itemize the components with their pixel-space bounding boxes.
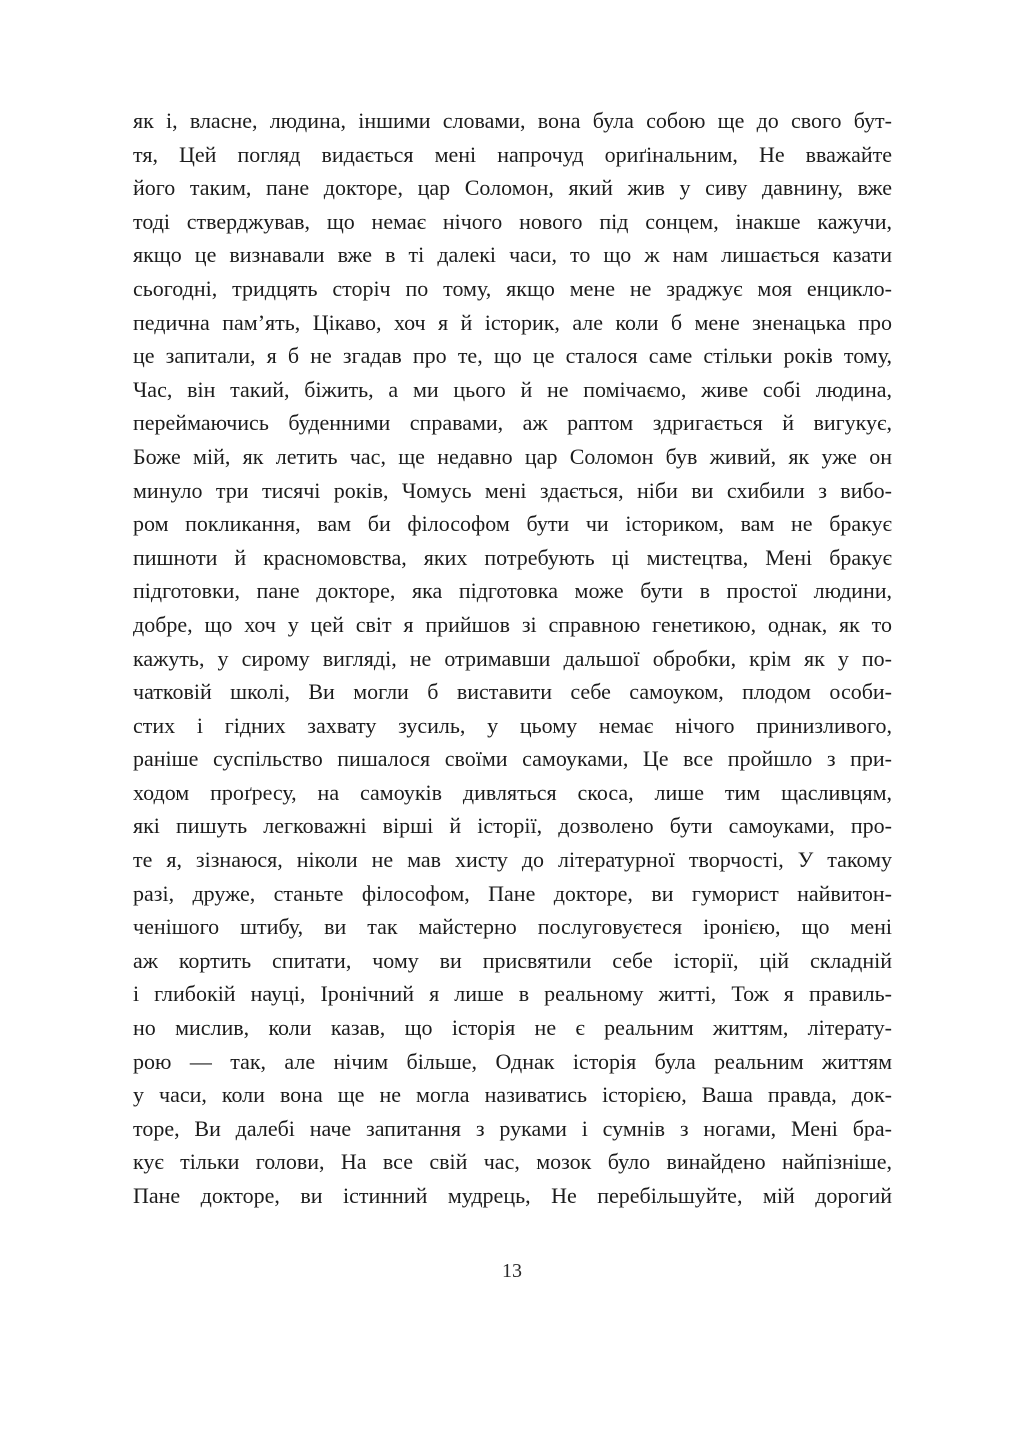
text-line: у часи, коли вона ще не могла називатись історією, Ваша правда, док-: [133, 1082, 892, 1108]
text-line: торе, Ви далебі наче запитання з руками і сумнів з ногами, Мені бра-: [133, 1115, 892, 1141]
text-line: Час, він такий, біжить, а ми цього й не помічаємо, живе собі людина,: [133, 376, 892, 402]
text-line: ром покликання, вам би філософом бути чи істориком, вам не бракує: [133, 511, 892, 537]
text-line: сьогодні, тридцять сторіч по тому, якщо мене не зраджує моя енцикло-: [133, 275, 892, 301]
text-line: пишноти й красномовства, яких потребують ці мистецтва, Мені бракує: [133, 544, 892, 570]
text-line: рою — так, але нічим більше, Однак історія була реальним життям: [133, 1048, 892, 1074]
text-line: його таким, пане докторе, цар Соломон, який жив у сиву давнину, вже: [133, 175, 892, 201]
text-line: кажуть, у сирому вигляді, не отримавши дальшої обробки, крім як у по-: [133, 645, 892, 671]
text-line: аж кортить спитати, чому ви присвятили себе історії, цій складній: [133, 947, 892, 973]
text-line: кує тільки голови, На все свій час, мозок було винайдено найпізніше,: [133, 1149, 892, 1175]
text-line: ченішого штибу, ви так майстерно послуговуєтеся іронією, що мені: [133, 914, 892, 940]
text-line: чатковій школі, Ви могли б виставити себе самоуком, плодом особи-: [133, 679, 892, 705]
text-line: якщо це визнавали вже в ті далекі часи, то що ж нам лишається казати: [133, 242, 892, 268]
text-line: як і, власне, людина, іншими словами, вона була собою ще до свого бут-: [133, 108, 892, 133]
text-line: це запитали, я б не згадав про те, що це сталося саме стільки років тому,: [133, 343, 892, 369]
text-line: тя, Цей погляд видається мені напрочуд ориґінальним, Не вважайте: [133, 141, 892, 167]
text-line: но мислив, коли казав, що історія не є реальним життям, літерату-: [133, 1015, 892, 1041]
text-line: Боже мій, як летить час, ще недавно цар Соломон був живий, як уже он: [133, 443, 892, 469]
text-line: разі, друже, станьте філософом, Пане докторе, ви гуморист найвитон-: [133, 880, 892, 906]
text-line: які пишуть легковажні вірші й історії, дозволено бути самоуками, про-: [133, 813, 892, 839]
text-line: переймаючись буденними справами, аж раптом здригається й вигукує,: [133, 410, 892, 436]
body-text: [133, 104, 892, 1213]
text-line: і глибокій науці, Іронічний я лише в реальному житті, Тож я правиль-: [133, 981, 892, 1007]
page-number: 13: [502, 1260, 522, 1282]
text-line: ходом проґресу, на самоуків дивляться скоса, лише тим щасливцям,: [133, 779, 892, 805]
text-line: педична пам’ять, Цікаво, хоч я й історик, але коли б мене зненацька про: [133, 309, 892, 335]
text-line: раніше суспільство пишалося своїми самоуками, Це все пройшло з при-: [133, 746, 892, 772]
text-line: підготовки, пане докторе, яка підготовка може бути в простої людини,: [133, 578, 892, 604]
text-line: минуло три тисячі років, Чомусь мені здається, ніби ви схибили з вибо-: [133, 477, 892, 503]
text-line: те я, зізнаюся, ніколи не мав хисту до літературної творчості, У такому: [133, 847, 892, 873]
text-line: Пане докторе, ви істинний мудрець, Не перебільшуйте, мій дорогий: [133, 1183, 892, 1208]
text-line: стих і гідних захвату зусиль, у цьому немає нічого принизливого,: [133, 712, 892, 738]
text-line: тоді стверджував, що немає нічого нового під сонцем, інакше кажучи,: [133, 208, 892, 234]
text-line: добре, що хоч у цей світ я прийшов зі справною генетикою, однак, як то: [133, 611, 892, 637]
